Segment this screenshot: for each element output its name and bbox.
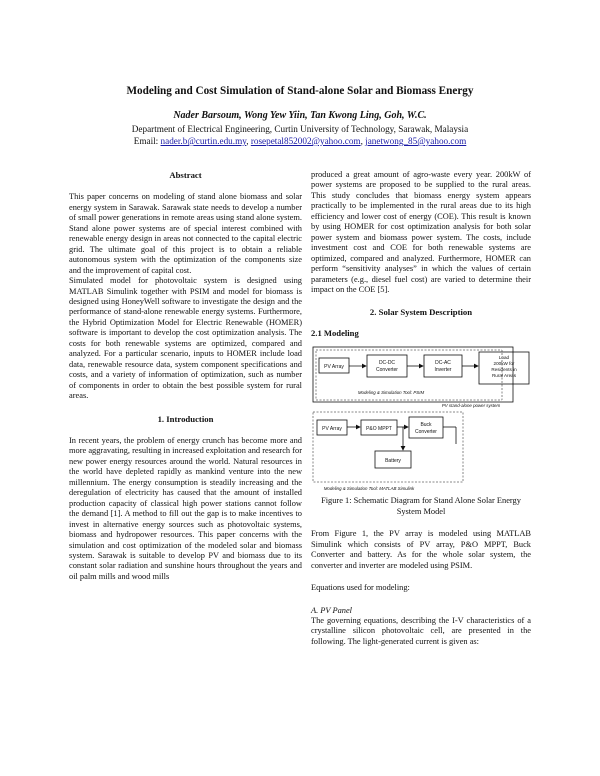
affiliation: Department of Electrical Engineering, Curtin University of Technology, Sarawak, Malaysia [131,124,469,134]
email-link-2[interactable]: rosepetal852002@yahoo.com [250,136,361,146]
paper-title: Modeling and Cost Simulation of Stand-alone Solar and Biomass Energy [126,85,474,97]
email-link-3[interactable]: janetwong_85@yahoo.com [365,136,467,146]
mppt-label: P&O MPPT [366,426,392,433]
pv-array-label-1: PV Array [324,364,344,371]
abstract-paragraph-1: This paper concerns on modeling of stand alone biomass and solar energy system in Sarawak. Sarawak state needs to develop a number of small power generations in remote areas using stand alone system. Stand alone power systems are of special interest combined with renewable energy design in areas not connected to the capital electric grid. The ultimate goal of this project is to obtain a reliable autonomous system with the optimization of the components size and the improvement of capital cost. [69,192,302,275]
abstract-heading: Abstract [169,170,202,180]
equations-intro: Equations used for modeling: [311,583,410,593]
dcac-label-2: Inverter [434,367,452,374]
dcdc-label-2: Converter [376,367,398,374]
schematic-diagram [311,344,531,494]
introduction-heading: 1. Introduction [157,413,214,424]
buck-label-2: Converter [415,429,437,436]
email-prefix: Email: [133,136,159,146]
email-line: Email: nader.b@curtin.edu.my, rosepetal852002@yahoo.com, janetwong_85@yahoo.com [133,136,467,146]
dcac-inverter-box [424,355,462,377]
battery-label: Battery [385,458,401,465]
psim-tool-label: Modeling & Simulation Tool: PSIM [357,390,425,396]
figure-1 [311,344,531,494]
pv-panel-paragraph: The governing equations, describing the I-V characteristics of a crystalline silicon photovoltaic cell, are presented in the following. The light-generated current is given as: [311,615,531,646]
load-label-3: Residents in [491,367,517,373]
abstract-paragraph-2: Simulated model for photovoltaic system is designed using MATLAB Simulink together with PSIM and model for biomass is designed using HoneyWell software to investigate the design and the performance of stand-alone renewable energy systems. Furthermore, the Hybrid Optimization Model for Electric Renewable (HOMER) software is important to develop the cost optimization analysis. The costs for both renewable systems are optimized, compared and analyzed. For a particular scenario, inputs to HOMER include load data, renewable resource data, system component specifications and costs, and a variety of information of optimization, such as number of components in order to obtain the best possible system for rural areas. [69,276,302,401]
email-link-1[interactable]: nader.b@curtin.edu.my [160,136,247,146]
load-label-2: 200kW for [493,361,515,367]
section-2-heading: 2. Solar System Description [369,307,473,318]
dcac-label-1: DC-AC [435,360,451,367]
author-list: Nader Barsoum, Wong Yew Yiin, Tan Kwong Ling, Goh, W.C. [173,110,427,121]
system-label: PV stand-alone power system [441,403,501,409]
continued-paragraph: produced a great amount of agro-waste every year. 200kW of power systems are proposed to be supplied to the rural areas. This study concludes that biomass energy system appears practically to be implemented in the rural areas due to its high efficiency and lower cost of energy (COE). This result is known by using HOMER for cost optimization analysis for both solar power system and biomass power system. The costs, include investment cost and COE for both renewable systems are optimized, compared and analyzed. Furthermore, HOMER can perform “sensitivity analyses” in which the values of certain parameters (e.g., diesel fuel cost) are varied to determine their impact on the COE [5]. [311,170,531,294]
dcdc-label-1: DC-DC [378,360,396,367]
load-label-4: Rural Areas [491,373,517,379]
right-column [311,170,531,647]
subsection-a-heading: A. PV Panel [311,605,353,615]
load-label-1: Load [498,355,510,361]
simulink-tool-label: Modeling & Simulation Tool: MATLAB Simulink [323,486,415,492]
left-column [69,170,302,582]
figure-description-paragraph: From Figure 1, the PV array is modeled using MATLAB Simulink which consists of PV array, P&O MPPT, Buck Converter and battery. As for the whole solar system, the converter and inverter are modeled using PSIM. [311,529,531,570]
subsection-2-1-heading: 2.1 Modeling [311,327,359,338]
pv-array-label-2: PV Array [322,426,342,433]
introduction-paragraph: In recent years, the problem of energy crunch has become more and more aggravating, resulting in increased exploitation and research for new power energy resources around the world. Natural resources in the world have depleted rapidly as mankind venture into the new millennium. The energy consumption is steadily increasing and the deregulation of electricity has caused that the amount of installed production capacity of classical high power stations cannot follow the demand [1]. A method to fill out the gap is to make incentives to invest in alternative energy sources such as photovoltaic systems, biomass and hydropower resources. This paper concerns with the simulation and cost optimization of the modeled solar and biomass system. Sarawak is suitable to develop PV and biomass due to its constant solar radiation and sunshine hours throughout the years and oil palm mills and wood mills [69,435,302,581]
simulink-dashed-region [313,412,463,482]
buck-label-1: Buck [420,422,432,429]
figure-caption: Figure 1: Schematic Diagram for Stand Alone Solar Energy System Model [321,496,521,516]
dcdc-converter-box [367,355,407,377]
